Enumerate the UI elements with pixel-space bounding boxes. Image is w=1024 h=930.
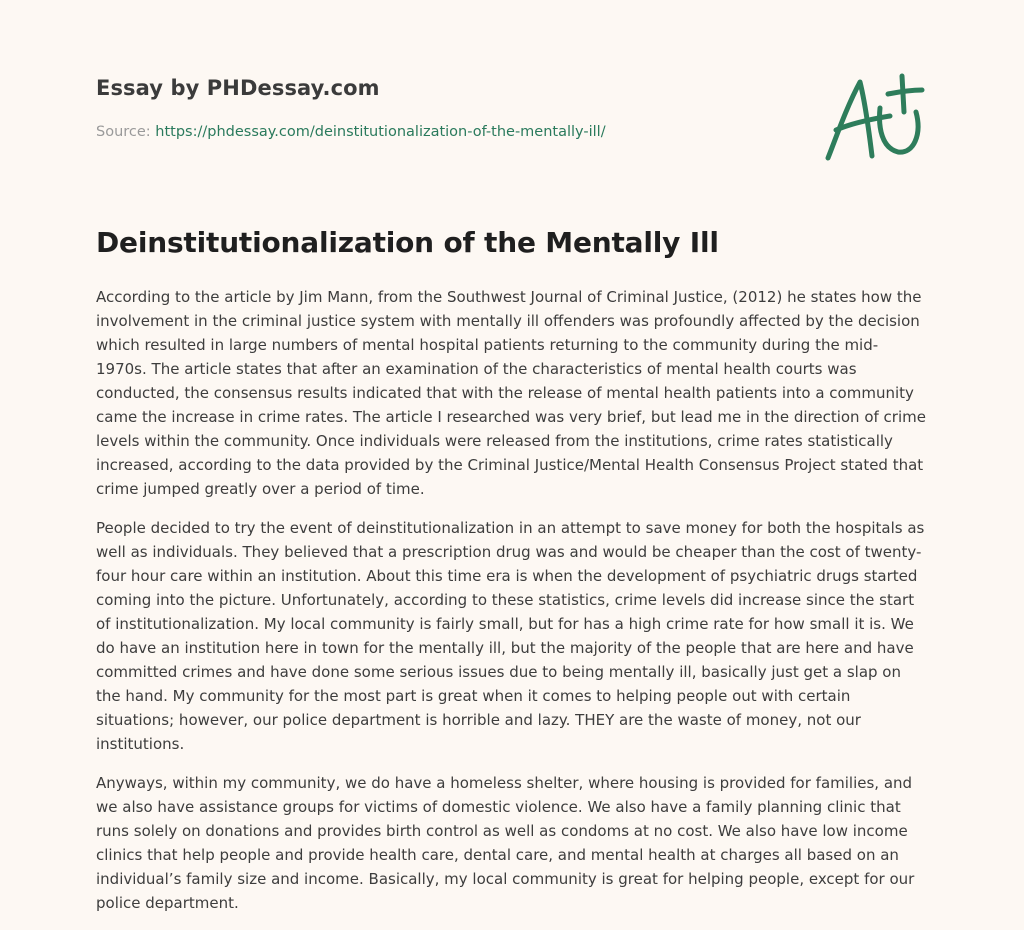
essay-paragraph: According to the article by Jim Mann, from the Southwest Journal of Criminal Justice, (2012) he states how the involvement in the criminal justice system with mentally ill offenders was profoundly affected by the decision which resulted in large numbers of mental hospital patients returning to the community during the mid-1970s. The article states that after an examination of the characteristics of mental health courts was conducted, the consensus results indicated that with the release of mental health patients into a community came the increase in crime rates. The article I researched was very brief, but lead me in the direction of crime levels within the community. Once individuals were released from the institutions, crime rates statistically increased, according to the data provided by the Criminal Justice/Mental Health Consensus Project stated that crime jumped greatly over a period of time. <box>96 288 926 498</box>
brand-title: Essay by PHDessay.com <box>96 76 380 100</box>
essay-title: Deinstitutionalization of the Mentally Ill <box>96 226 719 259</box>
a-plus-grade-icon <box>818 68 930 166</box>
source-link[interactable]: https://phdessay.com/deinstitutionalization-of-the-mentally-ill/ <box>155 124 606 140</box>
source-line <box>96 124 606 140</box>
essay-body <box>96 285 928 930</box>
source-label: Source: <box>96 124 156 140</box>
essay-paragraph: Anyways, within my community, we do have a homeless shelter, where housing is provided for families, and we also have assistance groups for victims of domestic violence. We also have a family planning clinic that runs solely on donations and provides birth control as well as condoms at no cost. We also have low income clinics that help people and provide health care, dental care, and mental health at charges all based on an individual’s family size and income. Basically, my local community is great for helping people, except for our police department. <box>96 774 915 912</box>
essay-paragraph: People decided to try the event of deinstitutionalization in an attempt to save money for both the hospitals as well as individuals. They believed that a prescription drug was and would be cheaper than the cost of twenty-four hour care within an institution. About this time era is when the development of psychiatric drugs started coming into the picture. Unfortunately, according to these statistics, crime levels did increase since the start of institutionalization. My local community is fairly small, but for has a high crime rate for how small it is. We do have an institution here in town for the mentally ill, but the majority of the people that are here and have committed crimes and have done some serious issues due to being mentally ill, basically just get a slap on the hand. My community for the most part is great when it comes to helping people out with certain situations; however, our police department is horrible and lazy. THEY are the waste of money, not our institutions. <box>96 519 925 753</box>
